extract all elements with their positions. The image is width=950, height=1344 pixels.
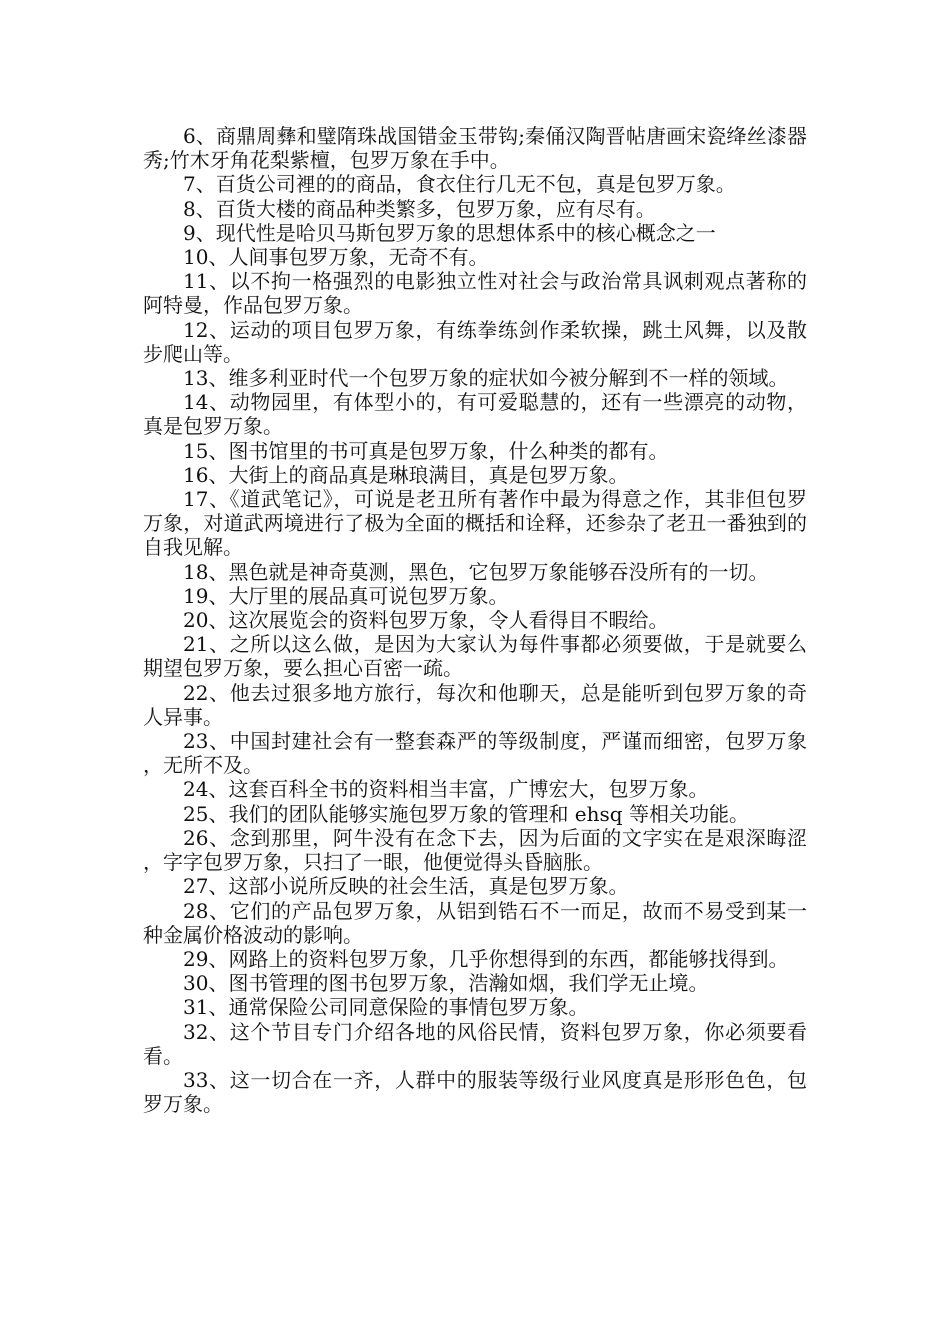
sentence-paragraph: 16、大街上的商品真是琳琅满目，真是包罗万象。 <box>183 462 629 487</box>
sentence-paragraph: 7、百货公司裡的的商品，食衣住行几无不包，真是包罗万象。 <box>183 172 736 197</box>
sentence-paragraph: 28、它们的产品包罗万象，从铝到锆石不一而足，故而不易受到某一种金属价格波动的影响。 <box>143 898 807 947</box>
sentence-paragraph: 29、网路上的资料包罗万象，几乎你想得到的东西，都能够找得到。 <box>183 946 789 971</box>
sentence-paragraph: 27、这部小说所反映的社会生活，真是包罗万象。 <box>183 874 629 899</box>
sentence-paragraph: 25、我们的团队能够实施包罗万象的管理和 ehsq 等相关功能。 <box>183 801 749 826</box>
sentence-paragraph: 15、图书馆里的书可真是包罗万象，什么种类的都有。 <box>183 438 669 463</box>
sentence-paragraph: 17、《道武笔记》，可说是老丑所有著作中最为得意之作，其非但包罗万象，对道武两境进行了极为全面的概括和诠释，还参杂了老丑一番独到的自我见解。 <box>143 487 807 560</box>
sentence-paragraph: 33、这一切合在一齐，人群中的服装等级行业风度真是形形色色，包罗万象。 <box>143 1067 807 1117</box>
sentence-paragraph: 12、运动的项目包罗万象，有练拳练剑作柔软操，跳土风舞，以及散步爬山等。 <box>143 317 807 366</box>
sentence-paragraph: 19、大厅里的展品真可说包罗万象。 <box>183 583 509 608</box>
sentence-paragraph: 9、现代性是哈贝马斯包罗万象的思想体系中的核心概念之一 <box>183 220 716 245</box>
sentence-paragraph: 23、中国封建社会有一整套森严的等级制度，严谨而细密，包罗万象，无所不及。 <box>143 729 807 778</box>
sentence-paragraph: 13、维多利亚时代一个包罗万象的症状如今被分解到不一样的领域。 <box>183 366 789 391</box>
sentence-paragraph: 31、通常保险公司同意保险的事情包罗万象。 <box>183 995 589 1020</box>
sentence-paragraph: 26、念到那里，阿牛没有在念下去，因为后面的文字实在是艰深晦涩，字字包罗万象，只扫了一眼，他便觉得头昏脑胀。 <box>143 825 807 875</box>
sentence-paragraph: 21、之所以这么做，是因为大家认为每件事都必须要做，于是就要么期望包罗万象，要么担心百密一疏。 <box>143 632 807 681</box>
sentence-paragraph: 10、人间事包罗万象，无奇不有。 <box>183 245 489 270</box>
sentence-paragraph: 20、这次展览会的资料包罗万象，令人看得目不暇给。 <box>183 608 669 633</box>
sentence-paragraph: 6、商鼎周彝和璧隋珠战国错金玉带钩;秦俑汉陶晋帖唐画宋瓷绛丝漆器秀;竹木牙角花梨紫檀，包罗万象在手中。 <box>143 124 807 173</box>
sentence-paragraph: 22、他去过狠多地方旅行，每次和他聊天，总是能听到包罗万象的奇人异事。 <box>143 680 807 729</box>
sentence-paragraph: 11、以不拘一格强烈的电影独立性对社会与政治常具讽刺观点著称的阿特曼，作品包罗万象。 <box>143 269 807 318</box>
sentence-paragraph: 30、图书管理的图书包罗万象，浩瀚如烟，我们学无止境。 <box>183 971 709 996</box>
sentence-paragraph: 8、百货大楼的商品种类繁多，包罗万象，应有尽有。 <box>183 196 656 221</box>
sentence-paragraph: 32、这个节目专门介绍各地的风俗民情，资料包罗万象，你必须要看看。 <box>143 1019 807 1068</box>
sentence-paragraph: 14、动物园里，有体型小的，有可爱聪慧的，还有一些漂亮的动物，真是包罗万象。 <box>143 390 807 439</box>
sentence-paragraph: 18、黑色就是神奇莫测，黑色，它包罗万象能够吞没所有的一切。 <box>183 559 769 584</box>
sentence-paragraph: 24、这套百科全书的资料相当丰富，广博宏大，包罗万象。 <box>183 777 709 802</box>
document-body <box>143 124 807 1116</box>
